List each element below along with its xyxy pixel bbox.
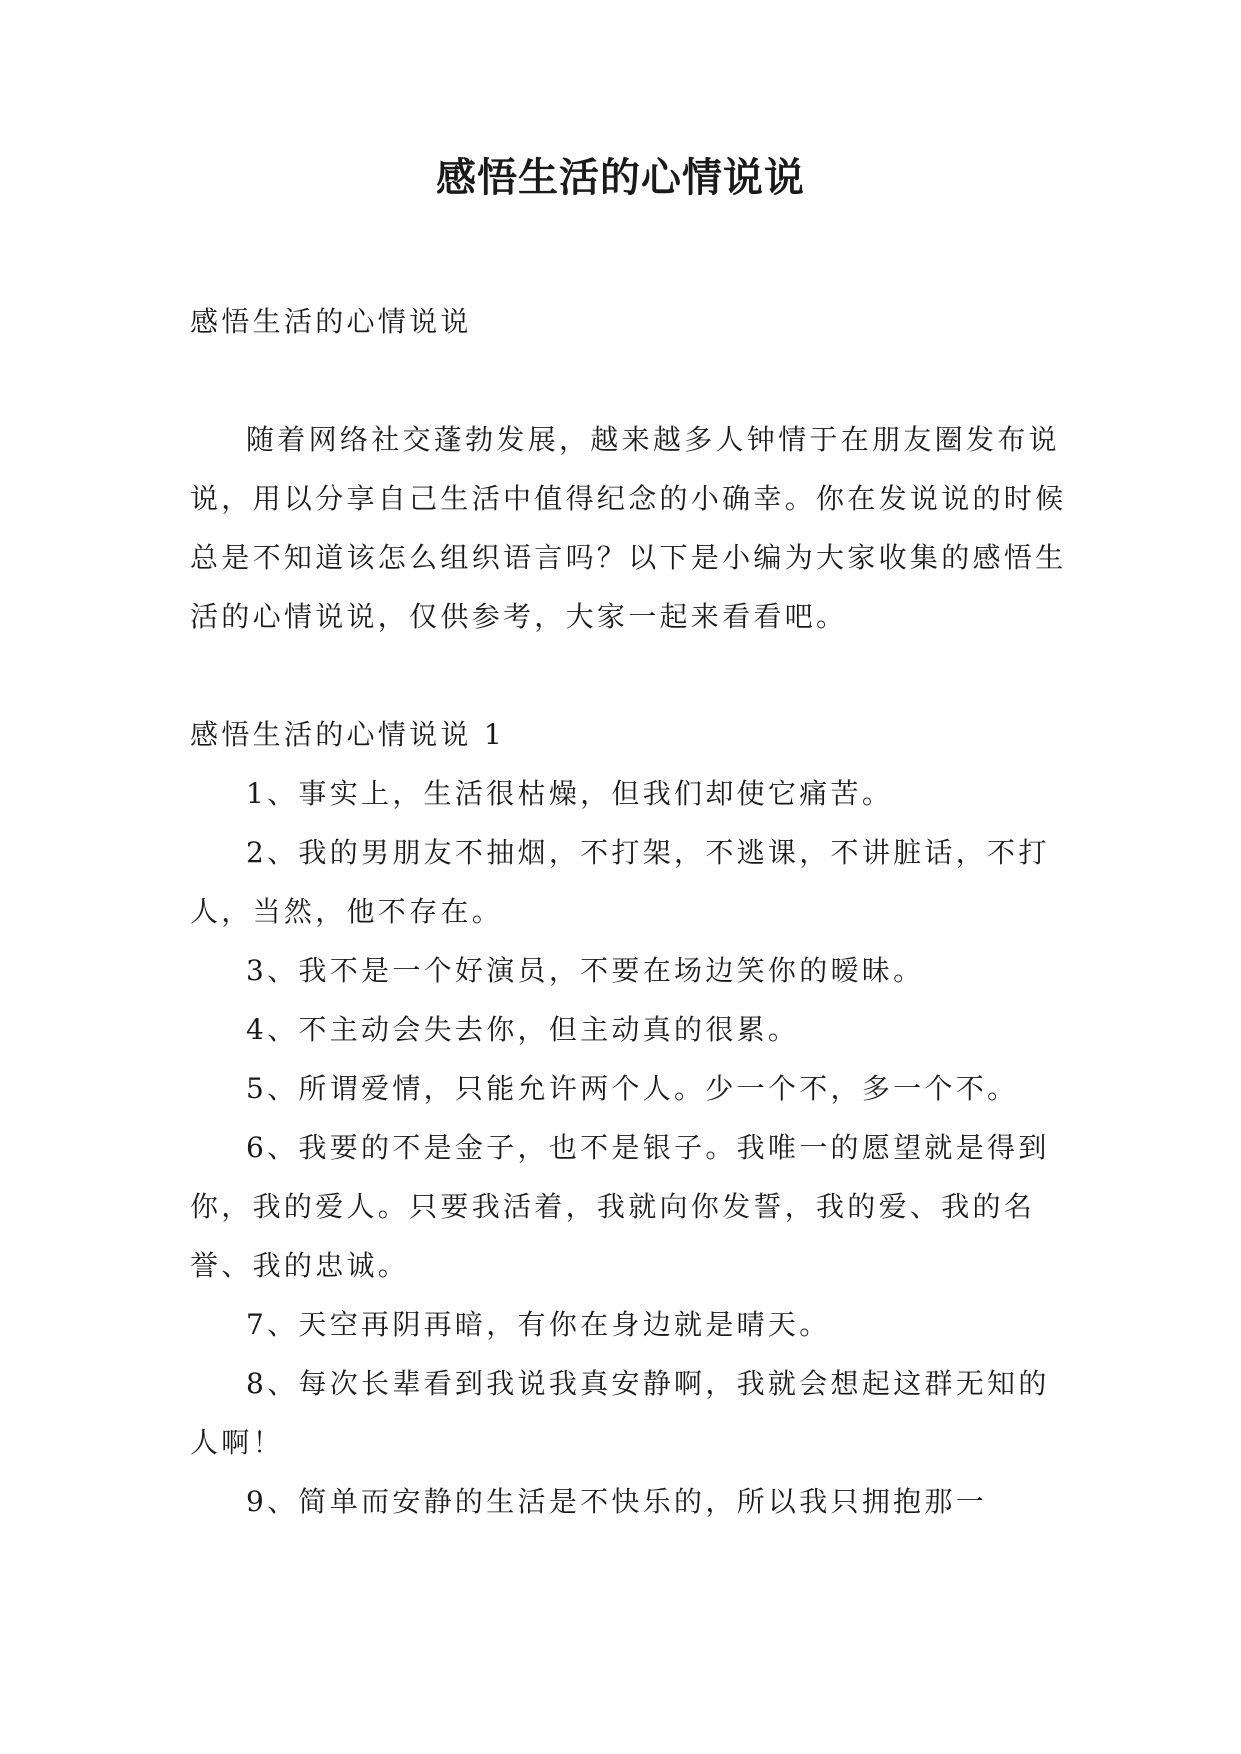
list-item: 9、简单而安静的生活是不快乐的，所以我只拥抱那一 bbox=[246, 1485, 988, 1518]
list-item: 2、我的男朋友不抽烟，不打架，不逃课，不讲脏话，不打人，当然，他不存在。 bbox=[190, 836, 1050, 928]
list-item: 4、不主动会失去你，但主动真的很累。 bbox=[246, 1013, 800, 1046]
document-subtitle: 感悟生活的心情说说 bbox=[190, 305, 472, 338]
list-item: 6、我要的不是金子，也不是银子。我唯一的愿望就是得到你，我的爱人。只要我活着，我就向你发誓，我的爱、我的名誉、我的忠诚。 bbox=[190, 1131, 1050, 1282]
list-item: 5、所谓爱情，只能允许两个人。少一个不，多一个不。 bbox=[246, 1072, 1019, 1105]
section-heading: 感悟生活的心情说说 1 bbox=[190, 718, 506, 751]
intro-paragraph: 随着网络社交蓬勃发展，越来越多人钟情于在朋友圈发布说说，用以分享自己生活中值得纪念的小确幸。你在发说说的时候总是不知道该怎么组织语言吗？以下是小编为大家收集的感悟生活的心情说说，仅供参考，大家一起来看看吧。 bbox=[190, 423, 1067, 633]
list-item: 3、我不是一个好演员，不要在场边笑你的暧昧。 bbox=[246, 954, 925, 987]
list-item: 8、每次长辈看到我说我真安静啊，我就会想起这群无知的人啊！ bbox=[190, 1367, 1050, 1459]
document-title: 感悟生活的心情说说 bbox=[436, 154, 805, 201]
list-item: 7、天空再阴再暗，有你在身边就是晴天。 bbox=[246, 1308, 831, 1341]
list-item: 1、事实上，生活很枯燥，但我们却使它痛苦。 bbox=[246, 777, 894, 810]
document-body bbox=[190, 292, 1078, 1531]
